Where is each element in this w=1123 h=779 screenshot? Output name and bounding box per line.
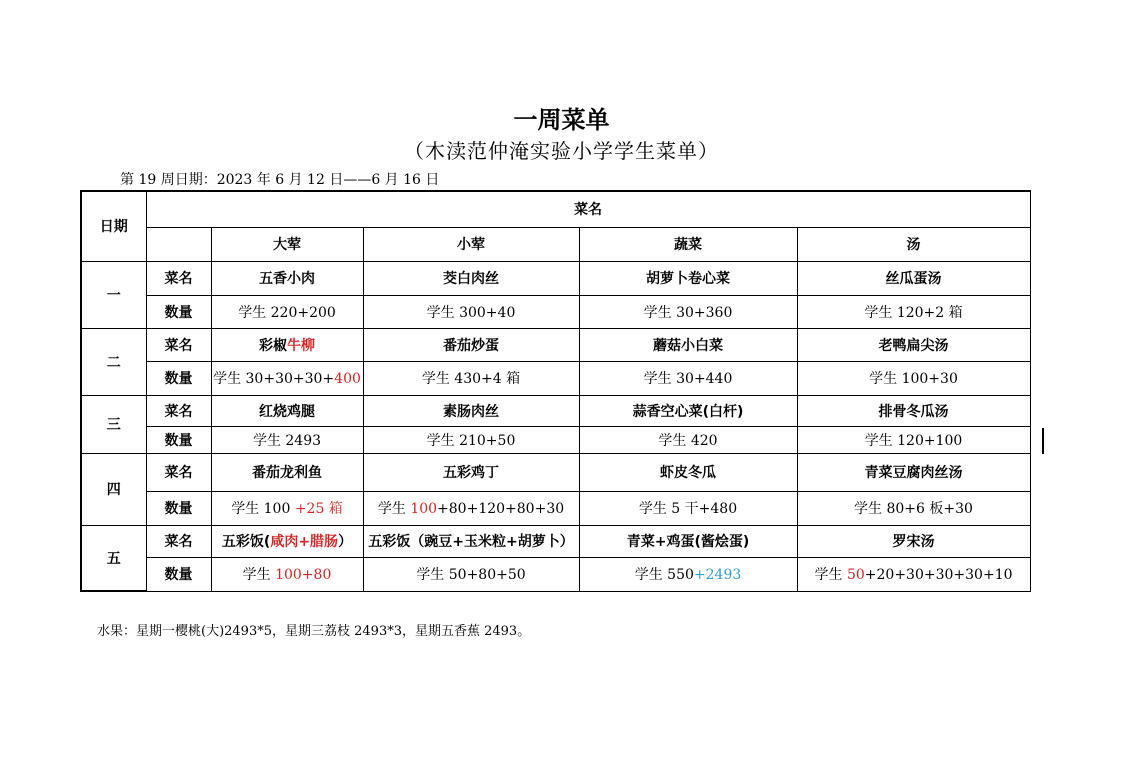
qty-label: 数量: [146, 361, 211, 395]
qty-vegetable: [579, 426, 797, 453]
qty-small-meat: [363, 491, 579, 525]
text-segment: 学生 30+360: [643, 304, 733, 321]
table-row: [81, 395, 1030, 426]
qty-big-meat: [211, 295, 363, 328]
text-segment: 丝瓜蛋汤: [885, 271, 942, 287]
text-segment: 学生 550: [634, 567, 694, 583]
text-segment: 学生: [377, 501, 411, 517]
qty-soup: [797, 295, 1030, 328]
text-segment: 学生 5 干+480: [638, 501, 738, 517]
text-segment: 茭白肉丝: [443, 271, 499, 287]
page-subtitle: （木渎范仲淹实验小学学生菜单）: [404, 139, 719, 163]
qty-label: 数量: [146, 295, 211, 328]
text-segment: 红烧鸡腿: [259, 403, 315, 420]
dish-small-meat: [363, 395, 579, 426]
text-segment: 100+80: [275, 567, 332, 583]
text-segment: 50: [846, 567, 865, 583]
header-col-small-meat: 小荤: [363, 227, 579, 261]
text-segment: ）: [338, 534, 353, 550]
dish-label: 菜名: [146, 453, 211, 491]
dish-label: 菜名: [146, 395, 211, 426]
header-blank: [146, 227, 211, 261]
text-segment: 罗宋汤: [892, 534, 935, 550]
text-segment: 素肠肉丝: [443, 403, 499, 420]
text-segment: 学生 30+30+30+: [213, 371, 335, 387]
text-segment: 番茄龙利鱼: [252, 465, 322, 481]
dish-soup: [797, 261, 1030, 295]
text-segment: 五彩饭(: [221, 534, 271, 550]
fruit-note: 水果：星期一樱桃(大)2493*5，星期三荔枝 2493*3，星期五香蕉 2493。: [97, 624, 531, 639]
table-row: [81, 361, 1030, 395]
day-cell: 五: [81, 525, 146, 591]
dish-vegetable: [579, 395, 797, 426]
text-segment: 学生 420: [658, 432, 718, 449]
day-cell: 四: [81, 453, 146, 525]
text-segment: 学生 80+6 板+30: [854, 501, 973, 517]
qty-soup: [797, 491, 1030, 525]
qty-vegetable: [579, 361, 797, 395]
text-segment: 番茄炒蛋: [443, 337, 499, 354]
dish-soup: [797, 395, 1030, 426]
text-segment: 学生 100+30: [869, 371, 958, 387]
qty-big-meat: [211, 426, 363, 453]
text-segment: 100: [410, 501, 438, 517]
dish-small-meat: [363, 328, 579, 361]
dish-soup: [797, 328, 1030, 361]
text-segment: 学生 50+80+50: [416, 567, 526, 583]
text-segment: 学生 220+200: [238, 304, 336, 321]
text-segment: 蘑菇小白菜: [653, 337, 723, 354]
text-segment: 胡萝卜卷心菜: [646, 271, 730, 287]
text-segment: 400: [334, 371, 361, 387]
table-row: [81, 525, 1030, 557]
text-segment: 学生 430+4 箱: [421, 371, 521, 387]
table-row: [81, 295, 1030, 328]
text-segment: 学生 300+40: [426, 304, 516, 321]
qty-label: 数量: [146, 426, 211, 453]
dish-big-meat: [211, 453, 363, 491]
qty-vegetable: [579, 491, 797, 525]
dish-vegetable: [579, 328, 797, 361]
text-segment: 学生 120+2 箱: [864, 304, 963, 321]
dish-big-meat: [211, 525, 363, 557]
dish-big-meat: [211, 261, 363, 295]
text-segment: 排骨冬瓜汤: [878, 403, 949, 420]
text-segment: 老鸭扁尖汤: [878, 337, 949, 354]
text-segment: 学生: [814, 567, 847, 583]
text-segment: +80+120+80+30: [437, 501, 565, 517]
dish-label: 菜名: [146, 328, 211, 361]
table-row: [81, 426, 1030, 453]
qty-small-meat: [363, 295, 579, 328]
header-col-vegetable: 蔬菜: [579, 227, 797, 261]
table-row: [81, 453, 1030, 491]
text-segment: +20+30+30+30+10: [864, 567, 1013, 583]
text-segment: 五彩鸡丁: [443, 465, 499, 481]
header-col-big-meat: 大荤: [211, 227, 363, 261]
day-cell: 一: [81, 261, 146, 328]
qty-big-meat: [211, 361, 363, 395]
dish-small-meat: [363, 261, 579, 295]
page-title: 一周菜单: [513, 106, 610, 134]
dish-soup: [797, 525, 1030, 557]
qty-small-meat: [363, 361, 579, 395]
text-segment: 牛柳: [287, 337, 315, 354]
weekly-menu-table: [80, 190, 1031, 592]
qty-soup: [797, 557, 1030, 591]
dish-soup: [797, 453, 1030, 491]
dish-label: 菜名: [146, 525, 211, 557]
text-segment: 学生 210+50: [426, 432, 516, 449]
text-segment: 青菜+鸡蛋(酱烩蛋): [626, 534, 750, 550]
text-segment: 五香小肉: [259, 271, 315, 287]
table-row: [81, 261, 1030, 295]
dish-big-meat: [211, 328, 363, 361]
week-date-line: 第 19 周日期：2023 年 6 月 12 日——6 月 16 日: [120, 172, 440, 188]
header-menu: 菜名: [146, 191, 1030, 227]
day-cell: 二: [81, 328, 146, 395]
day-cell: 三: [81, 395, 146, 453]
qty-big-meat: [211, 557, 363, 591]
qty-soup: [797, 361, 1030, 395]
text-segment: 学生 100: [231, 501, 295, 517]
table-row: [81, 328, 1030, 361]
text-segment: 蒜香空心菜(白杆): [632, 403, 744, 420]
text-segment: 学生 120+100: [864, 432, 963, 449]
text-segment: +2493: [693, 567, 742, 583]
dish-vegetable: [579, 453, 797, 491]
header-date: 日期: [81, 191, 146, 261]
dish-vegetable: [579, 525, 797, 557]
qty-label: 数量: [146, 491, 211, 525]
dish-label: 菜名: [146, 261, 211, 295]
qty-vegetable: [579, 557, 797, 591]
qty-small-meat: [363, 426, 579, 453]
text-segment: 虾皮冬瓜: [660, 465, 716, 481]
text-segment: +25 箱: [294, 501, 343, 517]
qty-small-meat: [363, 557, 579, 591]
text-segment: 五彩饭（豌豆+玉米粒+胡萝卜）: [368, 534, 574, 550]
text-segment: 咸肉+腊肠: [270, 534, 339, 550]
dish-small-meat: [363, 525, 579, 557]
dish-big-meat: [211, 395, 363, 426]
qty-big-meat: [211, 491, 363, 525]
text-segment: 学生: [242, 567, 276, 583]
table-row: [81, 491, 1030, 525]
text-segment: 学生 2493: [252, 432, 322, 449]
text-segment: 彩椒: [259, 337, 287, 354]
text-cursor: [1042, 428, 1044, 454]
header-col-soup: 汤: [797, 227, 1030, 261]
dish-small-meat: [363, 453, 579, 491]
qty-label: 数量: [146, 557, 211, 591]
table-row: [81, 557, 1030, 591]
text-segment: 学生 30+440: [643, 371, 733, 387]
qty-vegetable: [579, 295, 797, 328]
dish-vegetable: [579, 261, 797, 295]
qty-soup: [797, 426, 1030, 453]
text-segment: 青菜豆腐肉丝汤: [864, 465, 963, 481]
